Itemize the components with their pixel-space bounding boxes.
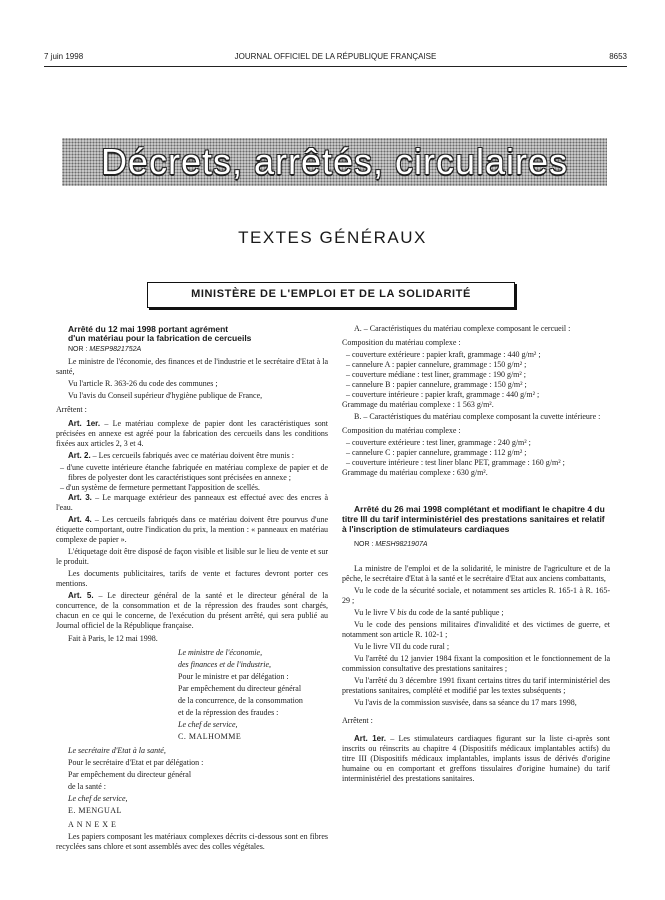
article-label: Art. 1er. bbox=[68, 419, 101, 428]
signing-place-date: Fait à Paris, le 12 mai 1998. bbox=[68, 634, 158, 643]
article-label: Art. 4. bbox=[68, 515, 92, 524]
article-2: Art. 2. – Les cercueils fabriqués avec ce matériau doivent être munis : bbox=[68, 451, 294, 460]
article-1: Art. 1er. – Les stimulateurs cardiaques figurant sur la liste ci-après sont inscrits ou réinscrits au chapitre 4 (Dispositifs médicaux implantables actifs) du titre III (Dispositifs médicaux implantables, implants issus de dérivés d'origine humaine ou en comportant et greffons tissulaires d'origine humaine) du tarif interministériel des prestations sanitaires. bbox=[342, 734, 611, 783]
paragraph: Composition du matériau complexe : bbox=[342, 338, 461, 347]
paragraph: Vu le code de la sécurité sociale, et notamment ses articles R. 165-1 à R. 165-29 ; bbox=[342, 586, 610, 605]
article-label: Art. 2. bbox=[68, 451, 91, 460]
decree-title-line1: Arrêté du 12 mai 1998 portant agrément bbox=[68, 324, 229, 334]
article-3: Art. 3. – Le marquage extérieur des panneaux est effectué avec des encres à l'eau. bbox=[56, 493, 328, 512]
paragraph: Les documents publicitaires, tarifs de vente et factures devront porter ces mentions. bbox=[56, 569, 328, 588]
paragraph: Vu le livre V bis du code de la santé publique ; bbox=[354, 608, 504, 617]
header-journal-title: JOURNAL OFFICIEL DE LA RÉPUBLIQUE FRANÇAISE bbox=[234, 52, 437, 61]
paragraph: L'étiquetage doit être disposé de façon visible et lisible sur le lieu de vente et sur le produit. bbox=[56, 547, 328, 566]
list-item: – couverture médiane : test liner, grammage : 190 g/m² ; bbox=[346, 370, 527, 379]
right-column bbox=[342, 324, 610, 786]
article-5: Art. 5. – Le directeur général de la santé et le directeur général de la concurrence, de la consommation et de la répression des fraudes sont chargés, chacun en ce qui le concerne, de l'exécution du présent arrêté, qui sera publié au Journal officiel de la République française. bbox=[56, 591, 329, 630]
list-item: – cannelure A : papier cannelure, grammage : 150 g/m² ; bbox=[346, 360, 527, 369]
paragraph: Vu l'avis de la commission susvisée, dans sa séance du 17 mars 1998, bbox=[354, 698, 577, 707]
list-item: – couverture extérieure : test liner, grammage : 240 g/m² ; bbox=[346, 438, 531, 447]
nor-reference: NOR : MESP9821752A bbox=[68, 346, 142, 353]
paragraph: Composition du matériau complexe : bbox=[342, 426, 461, 435]
nor-code: MESP9821752A bbox=[89, 346, 142, 353]
list-item: – couverture intérieure : test liner blanc PET, grammage : 160 g/m² ; bbox=[346, 458, 565, 467]
paragraph: Grammage du matériau complexe : 1 563 g/m². bbox=[342, 400, 494, 409]
header-page-number: 8653 bbox=[609, 52, 627, 61]
signature-block-economy: Le ministre de l'économie, des finances et de l'industrie, Pour le ministre et par délégation : Par empêchement du directeur général de la concurrence, de la consommation et de la répression des fraudes : Le chef de service, C. MALHOMME bbox=[166, 648, 328, 742]
left-column bbox=[56, 324, 328, 854]
decree-title: Arrêté du 26 mai 1998 complétant et modifiant le chapitre 4 du titre III du tarif interministériel des prestations sanitaires et relatif à l'inscription de stimulateurs cardiaques bbox=[342, 504, 605, 534]
signatory-name: C. MALHOMME bbox=[178, 732, 242, 741]
article-label: Art. 5. bbox=[68, 591, 94, 600]
running-header bbox=[44, 52, 627, 64]
banner-title: Décrets, arrêtés, circulaires bbox=[100, 141, 569, 182]
list-item: – d'une cuvette intérieure étanche fabriquée en matériau complexe de papier et de fibres de polyester dont les caractéristiques sont précisées en annexe ; bbox=[60, 463, 328, 482]
signature-block-health: Le secrétaire d'Etat à la santé, Pour le secrétaire d'Etat et par délégation : Par empêchement du directeur général de la santé : Le chef de service, E. MENGUAL bbox=[56, 746, 208, 816]
arretent-heading: Arrêtent : bbox=[56, 405, 87, 414]
signatory-name: E. MENGUAL bbox=[68, 806, 122, 815]
section-title: TEXTES GÉNÉRAUX bbox=[238, 228, 427, 247]
paragraph: Vu le code des pensions militaires d'invalidité et des victimes de guerre, et notamment son article R. 102-1 ; bbox=[342, 620, 610, 639]
list-item: – couverture extérieure : papier kraft, grammage : 440 g/m² ; bbox=[346, 350, 541, 359]
list-item: – cannelure C : papier cannelure, grammage : 112 g/m² ; bbox=[346, 448, 527, 457]
article-4: Art. 4. – Les cercueils fabriqués dans ce matériau doivent être pourvus d'une étiquette comportant, outre l'indication du prix, la mention : « panneaux en matériau complexe de papier ». bbox=[56, 515, 328, 544]
article-label: Art. 1er. bbox=[354, 734, 387, 743]
article-1: Art. 1er. – Le matériau complexe de papier dont les caractéristiques sont précisées en annexe est agréé pour la fabrication des cercueils dans les conditions fixées aux articles 2, 3 et 4. bbox=[56, 419, 328, 448]
paragraph: La ministre de l'emploi et de la solidarité, le ministre de l'agriculture et de la pêche, le secrétaire d'Etat à la santé et le secrétaire d'Etat aux anciens combattants, bbox=[342, 564, 610, 583]
paragraph: Vu l'arrêté du 12 janvier 1984 fixant la composition et le fonctionnement de la commission consultative des prestations sanitaires ; bbox=[342, 654, 610, 673]
paragraph: Vu le livre VII du code rural ; bbox=[354, 642, 450, 651]
list-item: – cannelure B : papier cannelure, grammage : 150 g/m² ; bbox=[346, 380, 527, 389]
header-date: 7 juin 1998 bbox=[44, 52, 84, 61]
header-rule bbox=[44, 66, 627, 67]
annexe-heading: ANNEXE bbox=[68, 820, 119, 829]
paragraph: Les papiers composant les matériaux complexes décrits ci-dessous sont en fibres recyclées sans chlore et sont assemblés avec des colles végétales. bbox=[56, 832, 328, 851]
paragraph: Vu l'avis du Conseil supérieur d'hygiène publique de France, bbox=[68, 391, 263, 400]
arretent-heading: Arrêtent : bbox=[342, 716, 373, 725]
paragraph: Grammage du matériau complexe : 630 g/m². bbox=[342, 468, 488, 477]
paragraph: Le ministre de l'économie, des finances et de l'industrie et le secrétaire d'Etat à la santé, bbox=[56, 357, 328, 376]
paragraph: Vu l'arrêté du 3 décembre 1991 fixant certains titres du tarif interministériel des prestations sanitaires, complété et modifié par les textes subséquents ; bbox=[342, 676, 610, 695]
paragraph: B. – Caractéristiques du matériau complexe composant la cuvette intérieure : bbox=[354, 412, 601, 421]
ministry-title: MINISTÈRE DE L'EMPLOI ET DE LA SOLIDARITÉ bbox=[191, 288, 471, 300]
decree-title-line2: d'un matériau pour la fabrication de cercueils bbox=[68, 333, 252, 343]
list-item: – d'un système de fermeture permettant l'apposition de scellés. bbox=[60, 483, 260, 492]
article-label: Art. 3. bbox=[68, 493, 92, 502]
list-item: – couverture intérieure : papier kraft, grammage : 440 g/m² ; bbox=[346, 390, 540, 399]
nor-code: MESH9821907A bbox=[375, 541, 428, 548]
paragraph: Vu l'article R. 363-26 du code des communes ; bbox=[68, 379, 218, 388]
paragraph: A. – Caractéristiques du matériau complexe composant le cercueil : bbox=[354, 324, 571, 333]
nor-reference: NOR : MESH9821907A bbox=[354, 541, 428, 548]
